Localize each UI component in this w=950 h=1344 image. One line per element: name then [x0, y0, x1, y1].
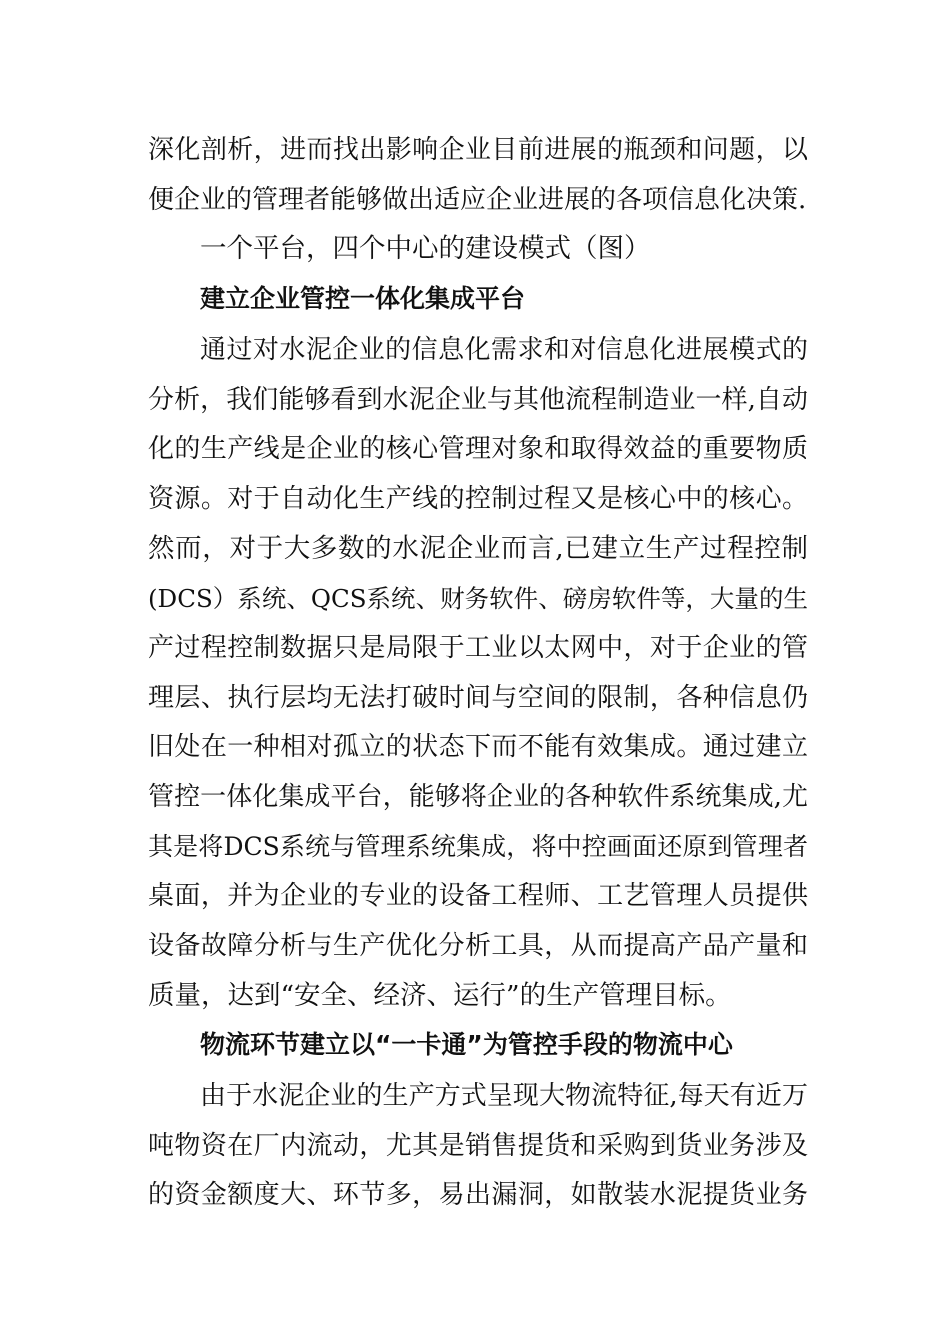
section-heading: 物流环节建立以“一卡通”为管控手段的物流中心 — [200, 1030, 733, 1059]
paragraph-line: 深化剖析，进而找出影响企业目前进展的瓶颈和问题，以 — [148, 135, 808, 165]
paragraph-line: 资源。对于自动化生产线的控制过程又是核心中的核心。 — [148, 484, 808, 514]
paragraph-line: 分析，我们能够看到水泥企业与其他流程制造业一样,自动 — [148, 385, 808, 415]
section-heading: 建立企业管控一体化集成平台 — [200, 284, 526, 313]
paragraph-line: 质量，达到“安全、经济、运行”的生产管理目标。 — [148, 980, 732, 1011]
paragraph-line: 管控一体化集成平台，能够将企业的各种软件系统集成,尤 — [148, 782, 808, 812]
paragraph-line: 理层、执行层均无法打破时间与空间的限制，各种信息仍 — [148, 683, 808, 713]
paragraph-line: 便企业的管理者能够做出适应企业进展的各项信息化决策. — [148, 185, 807, 215]
paragraph-line: 吨物资在厂内流动，尤其是销售提货和采购到货业务涉及 — [148, 1131, 808, 1161]
paragraph-line: 的资金额度大、环节多，易出漏洞，如散装水泥提货业务 — [148, 1180, 808, 1210]
figure-caption: 一个平台，四个中心的建设模式（图） — [200, 233, 651, 264]
paragraph-line: 旧处在一种相对孤立的状态下而不能有效集成。通过建立 — [148, 732, 808, 762]
paragraph-line: 桌面，并为企业的专业的设备工程师、工艺管理人员提供 — [148, 881, 808, 911]
paragraph-line: 然而，对于大多数的水泥企业而言,已建立生产过程控制 — [148, 533, 808, 564]
paragraph-line: 产过程控制数据只是局限于工业以太网中，对于企业的管 — [148, 633, 808, 663]
paragraph-line: 通过对水泥企业的信息化需求和对信息化进展模式的 — [200, 335, 808, 365]
paragraph-line: 由于水泥企业的生产方式呈现大物流特征,每天有近万 — [200, 1081, 808, 1111]
paragraph-line: 化的生产线是企业的核心管理对象和取得效益的重要物质 — [148, 434, 808, 464]
paragraph-line: 其是将DCS系统与管理系统集成，将中控画面还原到管理者 — [148, 832, 808, 861]
paragraph-line: (DCS）系统、QCS系统、财务软件、磅房软件等，大量的生 — [148, 584, 808, 613]
paragraph-line: 设备故障分析与生产优化分析工具，从而提高产品产量和 — [148, 931, 808, 961]
